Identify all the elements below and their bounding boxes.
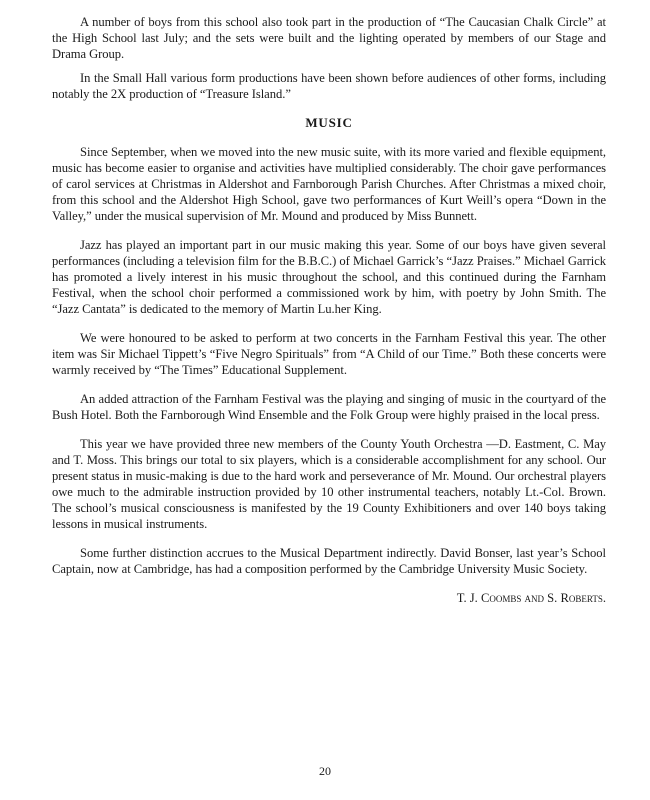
document-page [52, 14, 606, 606]
paragraph-jazz: Jazz has played an important part in our music making this year. Some of our boys have given several performances (including a television film for the B.B.C.) of Michael Garrick’s “Jazz Praises.” Michael Garrick has promoted a lively interest in his music throughout the school, and this continued during the Farnham Festival, when the school choir performed a commissioned work by him, with poetry by John Smith. The “Jazz Cantata” is dedicated to the memory of Martin Lu.her King. [52, 238, 606, 316]
paragraph-music-suite: Since September, when we moved into the new music suite, with its more varied and flexible equipment, music has become easier to organise and activities have multiplied considerably. The choir gave performances of carol services at Christmas in Aldershot and Farnborough Parish Churches. After Christmas a mixed choir, from this school and the Aldershot High School, gave two performances of Kurt Weill’s opera “Down in the Valley,” under the musical supervision of Mr. Mound and produced by Miss Bunnett. [52, 145, 606, 223]
page-number: 20 [319, 764, 331, 778]
section-heading-music: MUSIC [305, 115, 353, 130]
paragraph-bush-hotel: An added attraction of the Farnham Festival was the playing and singing of music in the courtyard of the Bush Hotel. Both the Farnborough Wind Ensemble and the Folk Group were highly praised in the local press. [52, 392, 606, 422]
paragraph-county-youth-orchestra: This year we have provided three new members of the County Youth Orchestra —D. Eastment, C. May and T. Moss. This brings our total to six players, which is a considerable accomplishment for any school. Our present status in music-making is due to the hard work and perseverance of Mr. Mound. Our orchestral players owe much to the admirable instruction provided by 10 other instrumental teachers, notably Lt.-Col. Brown. The school’s musical consciousness is manifested by the 19 County Exhibitioners and over 140 boys taking lessons in musical instruments. [52, 437, 606, 531]
paragraph-farnham-concerts: We were honoured to be asked to perform at two concerts in the Farnham Festival this year. The other item was Sir Michael Tippett’s “Five Negro Spirituals” from “A Child of our Time.” Both these concerts were warmly received by “The Times” Educational Supplement. [52, 331, 606, 377]
author-signature: T. J. Coombs and S. Roberts. [456, 591, 606, 605]
paragraph-small-hall: In the Small Hall various form productions have been shown before audiences of other forms, including notably the 2X production of “Treasure Island.” [52, 71, 606, 101]
paragraph-further-distinction: Some further distinction accrues to the Musical Department indirectly. David Bonser, last year’s School Captain, now at Cambridge, has had a composition performed by the Cambridge University Music Society. [52, 546, 606, 576]
paragraph-caucasian-chalk-circle: A number of boys from this school also took part in the production of “The Caucasian Chalk Circle” at the High School last July; and the sets were built and the lighting operated by members of our Stage and Drama Group. [52, 15, 606, 61]
